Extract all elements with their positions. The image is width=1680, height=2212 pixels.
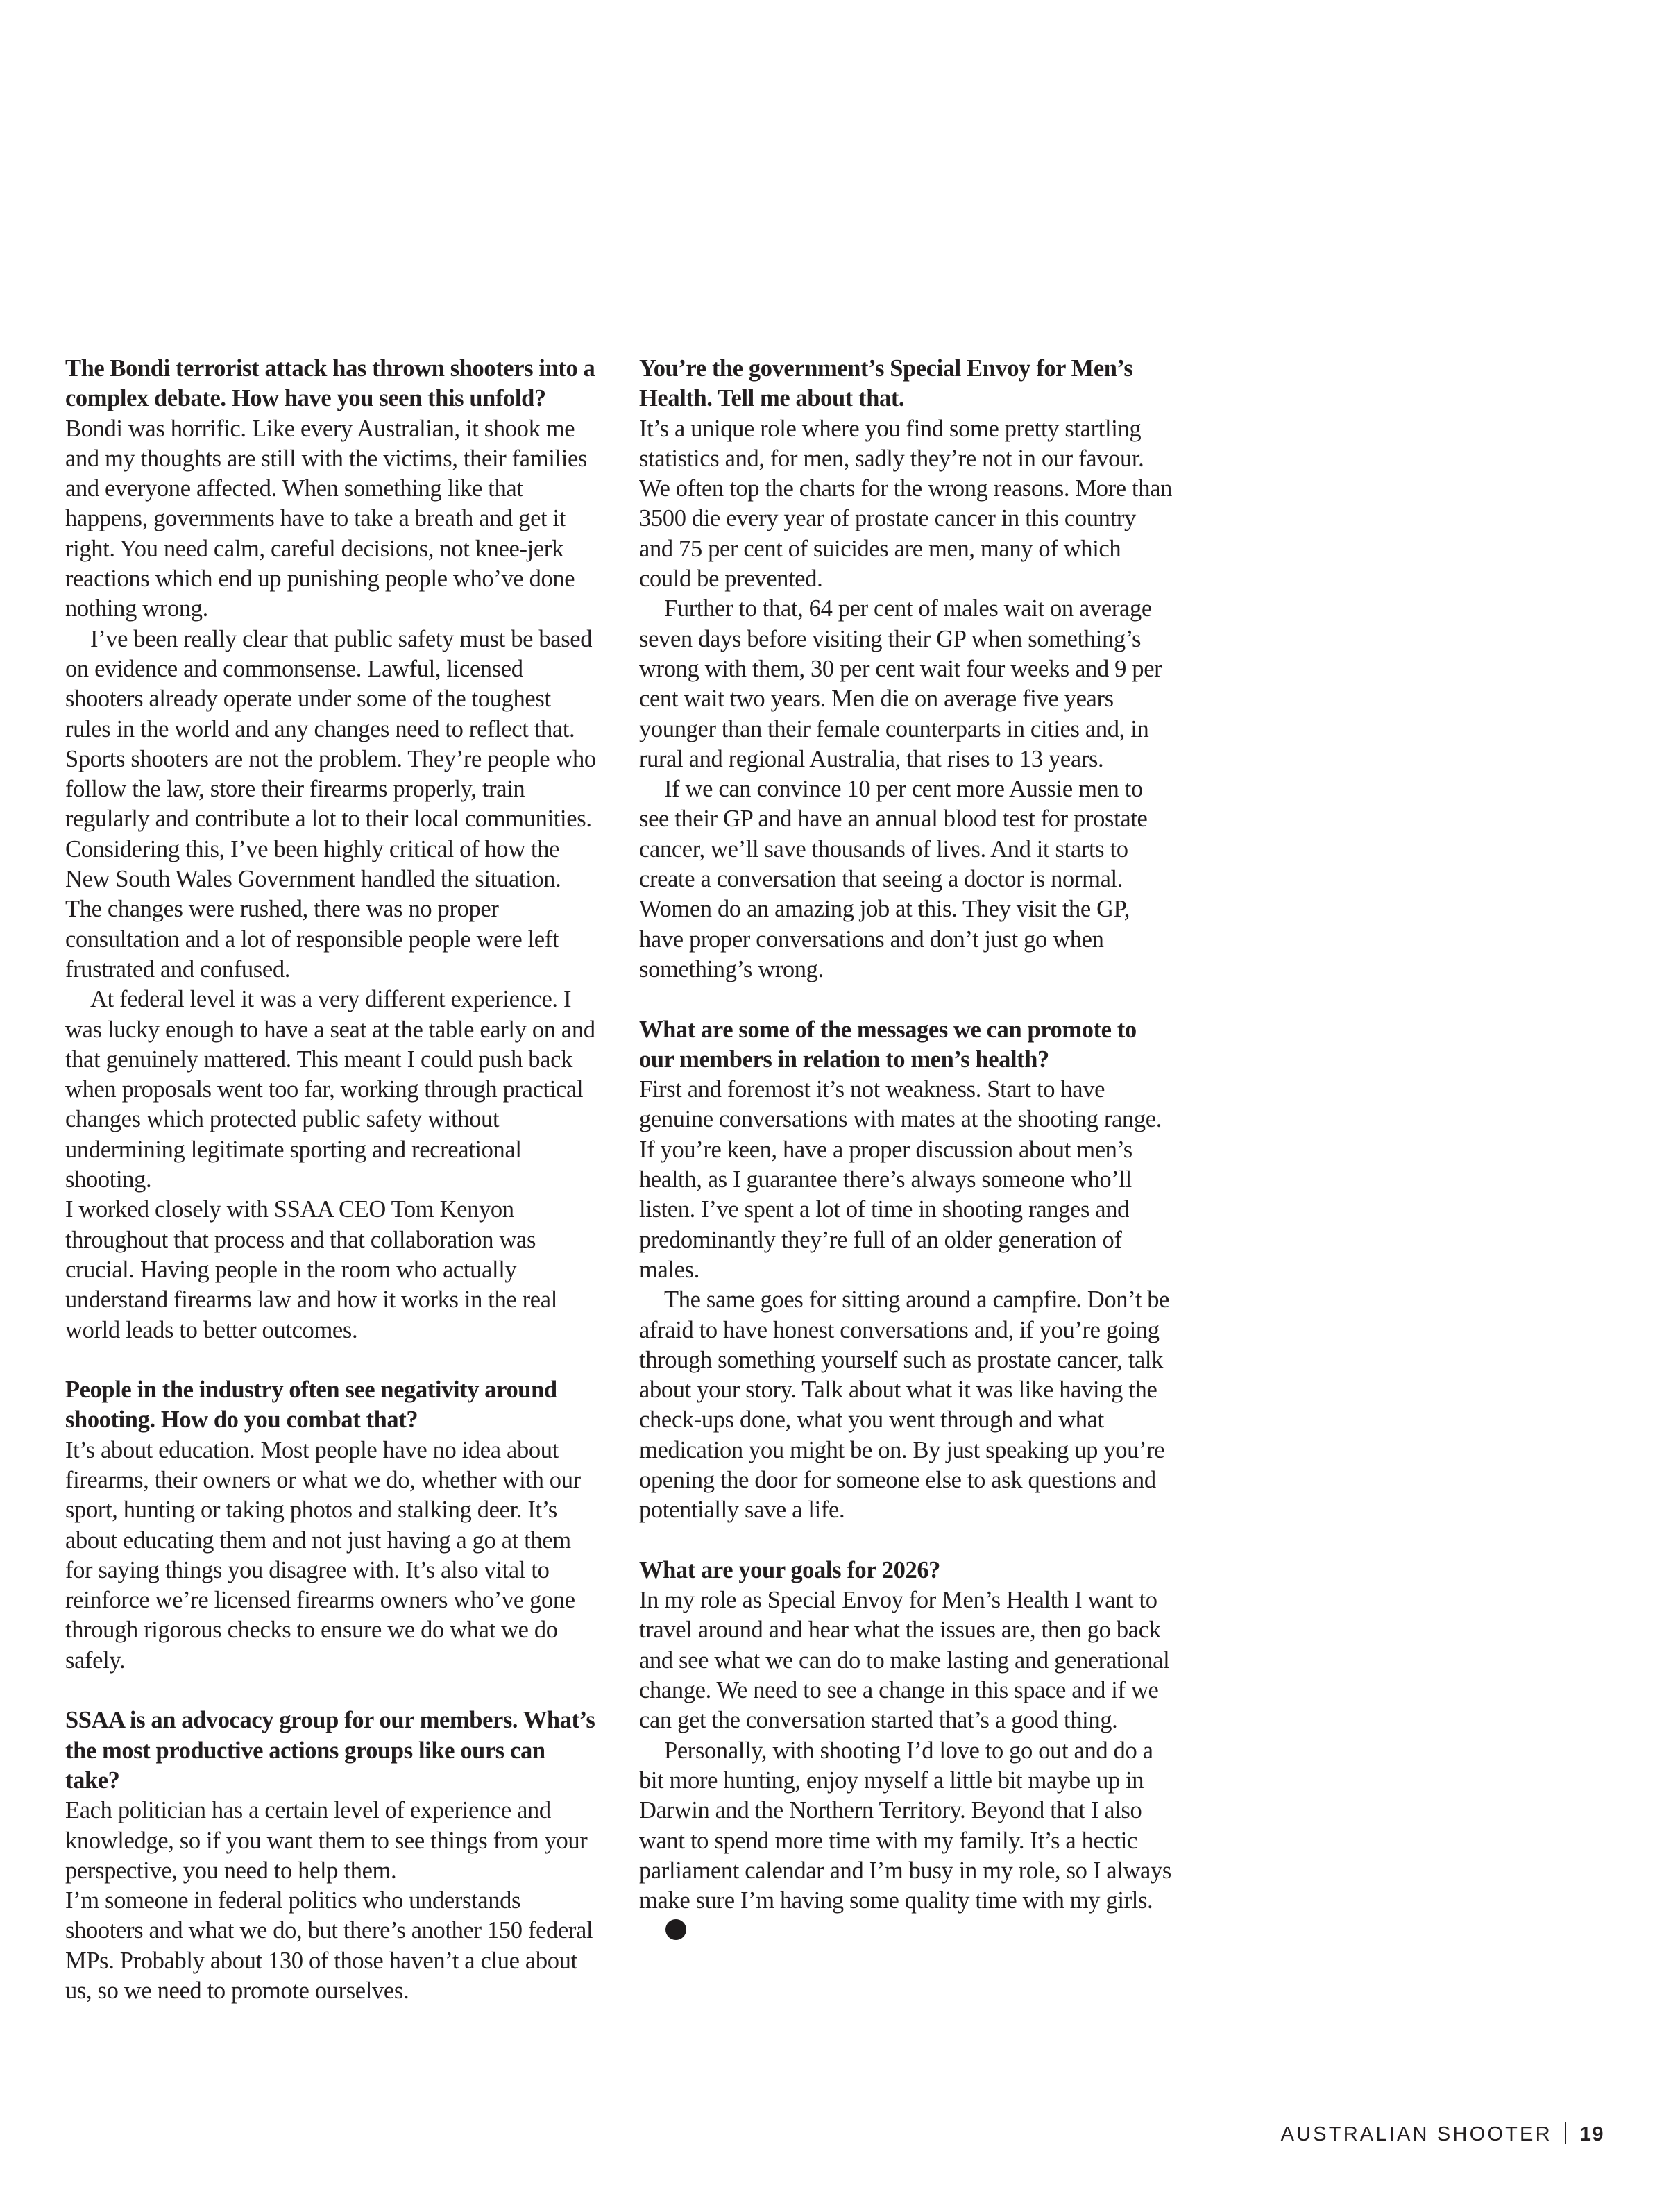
- question-heading: The Bondi terrorist attack has thrown shooters into a complex debate. How have you seen this unfold?: [65, 355, 595, 412]
- qa-section-special-envoy: [639, 354, 1175, 985]
- page-number: 19: [1579, 2123, 1604, 2145]
- answer-paragraph-text: Personally, with shooting I’d love to go out and do a bit more hunting, enjoy myself a little bit maybe up in Darwin and the Northern Territory. Beyond that I also want to spend more time with my family. It’s a hectic parliament calendar and I’m busy in my role, so I always make sure I’m having some quality time with my girls.: [639, 1737, 1171, 1914]
- qa-section-negativity: [65, 1375, 601, 1676]
- qa-section-mens-health-messages: [639, 1015, 1175, 1526]
- answer-paragraph: Further to that, 64 per cent of males wait on average seven days before visiting their GP when something’s wrong with them, 30 per cent wait four weeks and 9 per cent wait two years. Men die on average five years younger than their female counterparts in cities and, in rural and regional Australia, that rises to 13 years.: [639, 595, 1162, 772]
- qa-section-goals-2026: [639, 1556, 1175, 1946]
- answer-paragraph: If we can convince 10 per cent more Aussie men to see their GP and have an annual blood test for prostate cancer, we’ll save thousands of lives. And it starts to create a conversation that seeing a doctor is normal. Women do an amazing job at this. They visit the GP, have proper conversations and don’t just go when something’s wrong.: [639, 776, 1148, 982]
- page-folio: [1180, 2122, 1604, 2146]
- folio-divider: [1565, 2122, 1566, 2144]
- article-column-left: [65, 354, 601, 2006]
- end-mark-icon: [665, 1919, 686, 1940]
- publication-name: AUSTRALIAN SHOOTER: [1280, 2123, 1552, 2145]
- question-heading: SSAA is an advocacy group for our members. What’s the most productive actions groups like ours can take?: [65, 1707, 595, 1794]
- qa-section-bondi: [65, 354, 601, 1345]
- answer-paragraph: It’s a unique role where you find some pretty startling statistics and, for men, sadly they’re not in our favour. We often top the charts for the wrong reasons. More than 3500 die every year of prostate cancer in this country and 75 per cent of suicides are men, many of which could be prevented.: [639, 415, 1173, 593]
- article-column-right: [639, 354, 1175, 1946]
- qa-section-advocacy: [65, 1705, 601, 2006]
- answer-paragraph: Each politician has a certain level of experience and knowledge, so if you want them to see things from your perspective, you need to help them.: [65, 1797, 588, 1884]
- answer-paragraph: I’ve been really clear that public safety must be based on evidence and commonsense. Lawful, licensed shooters already operate under some of the toughest rules in the world and any changes need to reflect that. Sports shooters are not the problem. They’re people who follow the law, store their firearms properly, train regularly and contribute a lot to their local communities. Considering this, I’ve been highly critical of how the New South Wales Government handled the situation. The changes were rushed, there was no proper consultation and a lot of responsible people were left frustrated and confused.: [65, 625, 596, 982]
- answer-paragraph-final: [639, 1736, 1175, 1946]
- answer-paragraph: In my role as Special Envoy for Men’s Health I want to travel around and hear what the issues are, then go back and see what we can do to make lasting and generational change. We need to see a change in this space and if we can get the conversation started that’s a good thing.: [639, 1587, 1170, 1734]
- answer-paragraph: It’s about education. Most people have no idea about firearms, their owners or what we do, whether with our sport, hunting or taking photos and stalking deer. It’s about educating them and not just having a go at them for saying things you disagree with. It’s also vital to reinforce we’re licensed firearms owners who’ve gone through rigorous checks to ensure we do what we do safely.: [65, 1436, 581, 1674]
- answer-paragraph: Bondi was horrific. Like every Australian, it shook me and my thoughts are still with the victims, their families and everyone affected. When something like that happens, governments have to take a breath and get it right. You need calm, careful decisions, not knee-jerk reactions which end up punishing people who’ve done nothing wrong.: [65, 415, 587, 622]
- answer-paragraph: First and foremost it’s not weakness. Start to have genuine conversations with mates at the shooting range. If you’re keen, have a proper discussion about men’s health, as I guarantee there’s always someone who’ll listen. I’ve spent a lot of time in shooting ranges and predominantly they’re full of an older generation of males.: [639, 1076, 1162, 1283]
- answer-paragraph: At federal level it was a very different experience. I was lucky enough to have a seat at the table early on and that genuinely mattered. This meant I could push back when proposals went too far, working through practical changes which protected public safety without undermining legitimate sporting and recreational shooting.: [65, 986, 595, 1193]
- question-heading: People in the industry often see negativity around shooting. How do you combat that?: [65, 1377, 557, 1433]
- answer-paragraph: I’m someone in federal politics who understands shooters and what we do, but there’s another 150 federal MPs. Probably about 130 of those haven’t a clue about us, so we need to promote ourselves.: [65, 1887, 593, 2005]
- answer-paragraph: The same goes for sitting around a campfire. Don’t be afraid to have honest conversations and, if you’re going through something yourself such as prostate cancer, talk about your story. Talk about what it was like having the check-ups done, what you went through and what medication you might be on. By just speaking up you’re opening the door for someone else to ask questions and potentially save a life.: [639, 1286, 1170, 1524]
- question-heading: What are your goals for 2026?: [639, 1556, 941, 1583]
- question-heading: What are some of the messages we can promote to our members in relation to men’s health?: [639, 1016, 1137, 1073]
- question-heading: You’re the government’s Special Envoy for Men’s Health. Tell me about that.: [639, 355, 1133, 412]
- answer-paragraph: I worked closely with SSAA CEO Tom Kenyon throughout that process and that collaboration was crucial. Having people in the room who actually understand firearms law and how it works in the real world leads to better outcomes.: [65, 1196, 557, 1343]
